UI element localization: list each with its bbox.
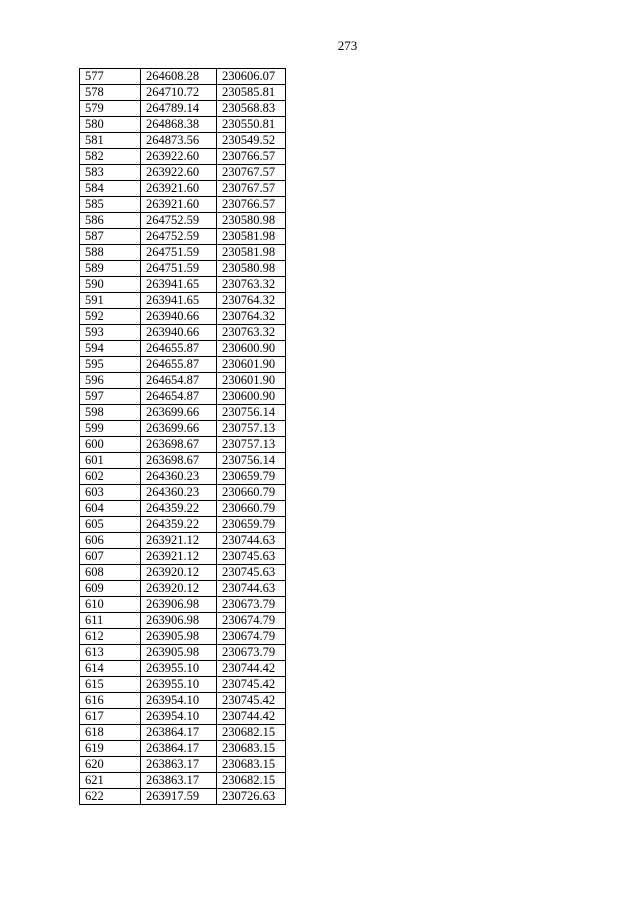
y-coordinate-cell: 230660.79 (217, 485, 286, 501)
point-number-cell: 611 (80, 613, 141, 629)
table-row (80, 725, 286, 741)
x-coordinate-cell: 264868.38 (141, 117, 217, 133)
x-coordinate-cell: 263906.98 (141, 597, 217, 613)
point-number-cell: 600 (80, 437, 141, 453)
x-coordinate-cell: 264360.23 (141, 485, 217, 501)
x-coordinate-cell: 263954.10 (141, 693, 217, 709)
x-coordinate-cell: 264655.87 (141, 357, 217, 373)
x-coordinate-cell: 264752.59 (141, 229, 217, 245)
table-row (80, 709, 286, 725)
table-row (80, 405, 286, 421)
y-coordinate-cell: 230767.57 (217, 165, 286, 181)
table-row (80, 165, 286, 181)
x-coordinate-cell: 263917.59 (141, 789, 217, 805)
point-number-cell: 598 (80, 405, 141, 421)
point-number-cell: 602 (80, 469, 141, 485)
x-coordinate-cell: 263920.12 (141, 565, 217, 581)
y-coordinate-cell: 230549.52 (217, 133, 286, 149)
x-coordinate-cell: 264751.59 (141, 261, 217, 277)
point-number-cell: 590 (80, 277, 141, 293)
table-row (80, 389, 286, 405)
point-number-cell: 592 (80, 309, 141, 325)
table-row (80, 277, 286, 293)
x-coordinate-cell: 263864.17 (141, 725, 217, 741)
x-coordinate-cell: 263955.10 (141, 661, 217, 677)
y-coordinate-cell: 230744.63 (217, 533, 286, 549)
point-number-cell: 593 (80, 325, 141, 341)
y-coordinate-cell: 230744.42 (217, 709, 286, 725)
y-coordinate-cell: 230601.90 (217, 357, 286, 373)
table-row (80, 773, 286, 789)
table-row (80, 117, 286, 133)
y-coordinate-cell: 230763.32 (217, 325, 286, 341)
point-number-cell: 586 (80, 213, 141, 229)
point-number-cell: 580 (80, 117, 141, 133)
point-number-cell: 596 (80, 373, 141, 389)
x-coordinate-cell: 264751.59 (141, 245, 217, 261)
y-coordinate-cell: 230756.14 (217, 405, 286, 421)
table-row (80, 101, 286, 117)
point-number-cell: 610 (80, 597, 141, 613)
x-coordinate-cell: 263905.98 (141, 629, 217, 645)
x-coordinate-cell: 264654.87 (141, 389, 217, 405)
y-coordinate-cell: 230682.15 (217, 725, 286, 741)
point-number-cell: 606 (80, 533, 141, 549)
table-row (80, 645, 286, 661)
table-row (80, 421, 286, 437)
table-row (80, 325, 286, 341)
point-number-cell: 603 (80, 485, 141, 501)
y-coordinate-cell: 230659.79 (217, 469, 286, 485)
table-row (80, 741, 286, 757)
x-coordinate-cell: 264710.72 (141, 85, 217, 101)
table-row (80, 197, 286, 213)
x-coordinate-cell: 263954.10 (141, 709, 217, 725)
point-number-cell: 612 (80, 629, 141, 645)
y-coordinate-cell: 230756.14 (217, 453, 286, 469)
table-row (80, 149, 286, 165)
point-number-cell: 599 (80, 421, 141, 437)
point-number-cell: 617 (80, 709, 141, 725)
y-coordinate-cell: 230581.98 (217, 229, 286, 245)
table-row (80, 453, 286, 469)
y-coordinate-cell: 230683.15 (217, 741, 286, 757)
table-row (80, 757, 286, 773)
x-coordinate-cell: 263940.66 (141, 309, 217, 325)
table-row (80, 693, 286, 709)
table-row (80, 469, 286, 485)
point-number-cell: 614 (80, 661, 141, 677)
y-coordinate-cell: 230550.81 (217, 117, 286, 133)
x-coordinate-cell: 263941.65 (141, 293, 217, 309)
y-coordinate-cell: 230764.32 (217, 293, 286, 309)
x-coordinate-cell: 263864.17 (141, 741, 217, 757)
x-coordinate-cell: 263921.60 (141, 197, 217, 213)
table-row (80, 85, 286, 101)
table-row (80, 661, 286, 677)
table-row (80, 261, 286, 277)
x-coordinate-cell: 264359.22 (141, 517, 217, 533)
point-number-cell: 622 (80, 789, 141, 805)
x-coordinate-cell: 264752.59 (141, 213, 217, 229)
y-coordinate-cell: 230745.63 (217, 565, 286, 581)
y-coordinate-cell: 230683.15 (217, 757, 286, 773)
x-coordinate-cell: 264360.23 (141, 469, 217, 485)
y-coordinate-cell: 230757.13 (217, 421, 286, 437)
y-coordinate-cell: 230606.07 (217, 69, 286, 85)
x-coordinate-cell: 263699.66 (141, 421, 217, 437)
x-coordinate-cell: 263906.98 (141, 613, 217, 629)
x-coordinate-cell: 264655.87 (141, 341, 217, 357)
point-number-cell: 588 (80, 245, 141, 261)
point-number-cell: 615 (80, 677, 141, 693)
y-coordinate-cell: 230764.32 (217, 309, 286, 325)
y-coordinate-cell: 230585.81 (217, 85, 286, 101)
y-coordinate-cell: 230744.63 (217, 581, 286, 597)
y-coordinate-cell: 230601.90 (217, 373, 286, 389)
x-coordinate-cell: 263921.12 (141, 533, 217, 549)
point-number-cell: 618 (80, 725, 141, 741)
table-row (80, 181, 286, 197)
y-coordinate-cell: 230580.98 (217, 261, 286, 277)
y-coordinate-cell: 230766.57 (217, 149, 286, 165)
table-row (80, 533, 286, 549)
x-coordinate-cell: 263863.17 (141, 757, 217, 773)
table-row (80, 565, 286, 581)
y-coordinate-cell: 230744.42 (217, 661, 286, 677)
x-coordinate-cell: 264789.14 (141, 101, 217, 117)
table-row (80, 485, 286, 501)
y-coordinate-cell: 230659.79 (217, 517, 286, 533)
y-coordinate-cell: 230600.90 (217, 389, 286, 405)
point-number-cell: 591 (80, 293, 141, 309)
y-coordinate-cell: 230745.63 (217, 549, 286, 565)
table-row (80, 677, 286, 693)
point-number-cell: 589 (80, 261, 141, 277)
y-coordinate-cell: 230757.13 (217, 437, 286, 453)
table-row (80, 309, 286, 325)
coordinates-table-body (80, 69, 286, 805)
point-number-cell: 584 (80, 181, 141, 197)
y-coordinate-cell: 230674.79 (217, 613, 286, 629)
point-number-cell: 621 (80, 773, 141, 789)
y-coordinate-cell: 230600.90 (217, 341, 286, 357)
point-number-cell: 609 (80, 581, 141, 597)
table-row (80, 69, 286, 85)
point-number-cell: 585 (80, 197, 141, 213)
x-coordinate-cell: 263941.65 (141, 277, 217, 293)
point-number-cell: 582 (80, 149, 141, 165)
y-coordinate-cell: 230581.98 (217, 245, 286, 261)
point-number-cell: 613 (80, 645, 141, 661)
point-number-cell: 587 (80, 229, 141, 245)
x-coordinate-cell: 264608.28 (141, 69, 217, 85)
point-number-cell: 607 (80, 549, 141, 565)
x-coordinate-cell: 263698.67 (141, 437, 217, 453)
x-coordinate-cell: 264654.87 (141, 373, 217, 389)
x-coordinate-cell: 263955.10 (141, 677, 217, 693)
point-number-cell: 578 (80, 85, 141, 101)
point-number-cell: 581 (80, 133, 141, 149)
y-coordinate-cell: 230660.79 (217, 501, 286, 517)
y-coordinate-cell: 230673.79 (217, 645, 286, 661)
table-row (80, 437, 286, 453)
point-number-cell: 601 (80, 453, 141, 469)
point-number-cell: 616 (80, 693, 141, 709)
table-row (80, 789, 286, 805)
point-number-cell: 577 (80, 69, 141, 85)
x-coordinate-cell: 263921.12 (141, 549, 217, 565)
table-row (80, 629, 286, 645)
table-row (80, 613, 286, 629)
x-coordinate-cell: 263922.60 (141, 149, 217, 165)
point-number-cell: 608 (80, 565, 141, 581)
y-coordinate-cell: 230766.57 (217, 197, 286, 213)
y-coordinate-cell: 230726.63 (217, 789, 286, 805)
coordinates-table (79, 68, 286, 805)
table-row (80, 293, 286, 309)
table-row (80, 501, 286, 517)
point-number-cell: 605 (80, 517, 141, 533)
point-number-cell: 583 (80, 165, 141, 181)
point-number-cell: 620 (80, 757, 141, 773)
table-row (80, 373, 286, 389)
y-coordinate-cell: 230745.42 (217, 693, 286, 709)
x-coordinate-cell: 263922.60 (141, 165, 217, 181)
y-coordinate-cell: 230673.79 (217, 597, 286, 613)
table-row (80, 357, 286, 373)
y-coordinate-cell: 230682.15 (217, 773, 286, 789)
x-coordinate-cell: 264873.56 (141, 133, 217, 149)
point-number-cell: 604 (80, 501, 141, 517)
point-number-cell: 579 (80, 101, 141, 117)
point-number-cell: 619 (80, 741, 141, 757)
table-row (80, 581, 286, 597)
table-row (80, 133, 286, 149)
table-row (80, 341, 286, 357)
table-row (80, 229, 286, 245)
y-coordinate-cell: 230674.79 (217, 629, 286, 645)
y-coordinate-cell: 230568.83 (217, 101, 286, 117)
x-coordinate-cell: 263863.17 (141, 773, 217, 789)
x-coordinate-cell: 263940.66 (141, 325, 217, 341)
y-coordinate-cell: 230763.32 (217, 277, 286, 293)
x-coordinate-cell: 263920.12 (141, 581, 217, 597)
y-coordinate-cell: 230580.98 (217, 213, 286, 229)
page-number: 273 (337, 38, 358, 53)
y-coordinate-cell: 230767.57 (217, 181, 286, 197)
x-coordinate-cell: 263698.67 (141, 453, 217, 469)
x-coordinate-cell: 264359.22 (141, 501, 217, 517)
table-row (80, 597, 286, 613)
point-number-cell: 597 (80, 389, 141, 405)
y-coordinate-cell: 230745.42 (217, 677, 286, 693)
x-coordinate-cell: 263699.66 (141, 405, 217, 421)
table-row (80, 517, 286, 533)
x-coordinate-cell: 263921.60 (141, 181, 217, 197)
point-number-cell: 594 (80, 341, 141, 357)
point-number-cell: 595 (80, 357, 141, 373)
x-coordinate-cell: 263905.98 (141, 645, 217, 661)
table-row (80, 245, 286, 261)
table-row (80, 213, 286, 229)
table-row (80, 549, 286, 565)
